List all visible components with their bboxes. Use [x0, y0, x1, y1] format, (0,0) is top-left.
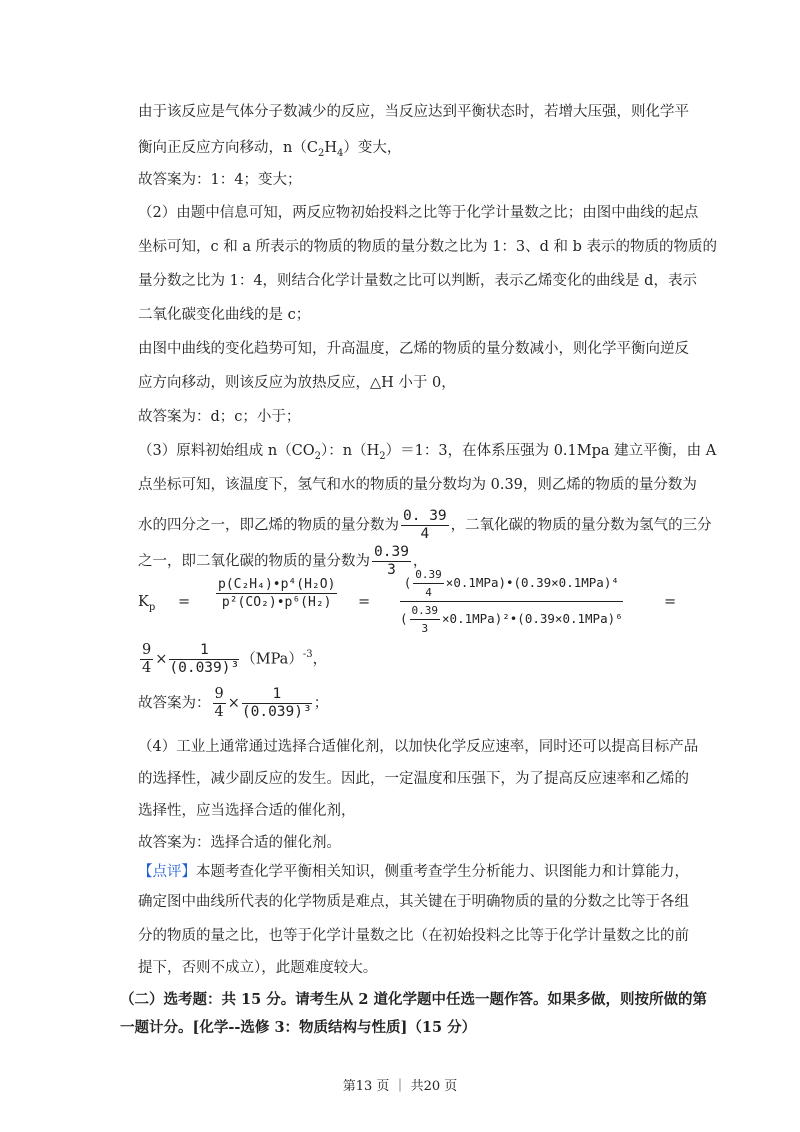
- text-line: 点坐标可知，该温度下，氢气和水的物质的量分数均为 0.39，则乙烯的物质的量分数为: [138, 477, 697, 493]
- text-line: 衡向正反应方向移动，$n(C_2H_4)$变大，: [138, 140, 402, 159]
- section-heading: 一题计分。[化学--选修 3：物质结构与性质]（15 分）: [120, 1019, 477, 1036]
- fraction: $\frac{0. 39}{4}$: [403, 508, 447, 542]
- text-line: （4）工业上通常通过选择合适催化剂，以加快化学反应速率，同时还可以提高目标产品: [138, 739, 699, 755]
- text-line: 选择性，应当选择合适的催化剂，: [138, 803, 356, 819]
- kp-result: $\frac{9}{4}$ × $\frac{1}{\text{(0.039)³}}$ （MPa）$^{-3}$，: [142, 642, 328, 676]
- text-line: 坐标可知，c 和 a 所表示的物质的物质的量分数之比为 1：3、d 和 b 表示的物质的物质的: [138, 239, 718, 255]
- equals-sign: =: [358, 594, 371, 610]
- text-line: 水的四分之一，即乙烯的物质的量分数为 $\frac{0. 39}{4}$ ，二氧化碳的物质的量分数为氢气的三分: [138, 508, 712, 542]
- kp-label: $K_p$: [138, 594, 156, 613]
- text-line: 量分数之比为 1：4，则结合化学计量数之比可以判断，表示乙烯变化的曲线是 d，表示: [138, 273, 697, 289]
- equals-sign: =: [664, 594, 677, 610]
- answer-line: 故答案为：选择合适的催化剂。: [138, 835, 341, 851]
- text-line: 的选择性，减少副反应的发生。因此，一定温度和压强下，为了提高反应速率和乙烯的: [138, 771, 689, 787]
- answer-line: 故答案为： $\frac{9}{4}$ × $\frac{1}{\text{(0.039)³}}$ ；: [138, 686, 329, 720]
- text-line: （2）由题中信息可知，两反应物初始投料之比等于化学计量数之比；由图中曲线的起点: [138, 205, 699, 221]
- text-line: 确定图中曲线所代表的化学物质是难点，其关键在于明确物质的量的分数之比等于各组: [138, 894, 689, 910]
- answer-line: 故答案为：d；c；小于；: [138, 409, 301, 425]
- text-line: 提下，否则不成立），此题难度较大。: [138, 960, 378, 976]
- answer-line: 故答案为：1：4；变大；: [138, 172, 302, 188]
- kp-substitution: ( $\frac{0.39}{4}$ ×0.1MPa)•(0.39×0.1MPa)⁴ ( $\frac{0.39}{3}$ ×0.1MPa)²•(0.39×0.1MPa)⁶: [400, 568, 623, 635]
- text-line: （3）原料初始组成 $n(CO_2)$：$n(H_2)=1$：3，在体系压强为 0.1Mpa 建立平衡，由 A: [138, 443, 717, 462]
- equals-sign: =: [178, 594, 191, 610]
- text-line: 由于该反应是气体分子数减少的反应，当反应达到平衡状态时，若增大压强，则化学平: [138, 104, 689, 120]
- text-line: 之一，即二氧化碳的物质的量分数为 $\frac{0.39}{3}$ ，: [138, 544, 428, 578]
- text-line: 分的物质的量之比，也等于化学计量数之比（在初始投料之比等于化学计量数之比的前: [138, 928, 689, 944]
- comment-line: 【点评】本题考查化学平衡相关知识，侧重考查学生分析能力、识图能力和计算能力，: [138, 864, 689, 880]
- fraction: $\frac{0.39}{3}$: [374, 544, 409, 578]
- comment-tag: 【点评】: [138, 864, 196, 880]
- page-footer: 第13 页 ｜ 共20 页: [342, 1079, 458, 1094]
- text-line: 应方向移动，则该反应为放热反应，△H 小于 0，: [138, 375, 456, 391]
- section-heading: （二）选考题：共 15 分。请考生从 2 道化学题中任选一题作答。如果多做，则按所做的第: [120, 991, 707, 1008]
- text-line: 二氧化碳变化曲线的是 c；: [138, 307, 311, 323]
- text-line: 由图中曲线的变化趋势可知，升高温度，乙烯的物质的量分数减小，则化学平衡向逆反: [138, 341, 689, 357]
- kp-expression: $\frac{\text{p(C₂H₄)•p⁴(H₂O)}}{\text{p²(CO₂)•p⁶(H₂)}}$: [218, 577, 336, 610]
